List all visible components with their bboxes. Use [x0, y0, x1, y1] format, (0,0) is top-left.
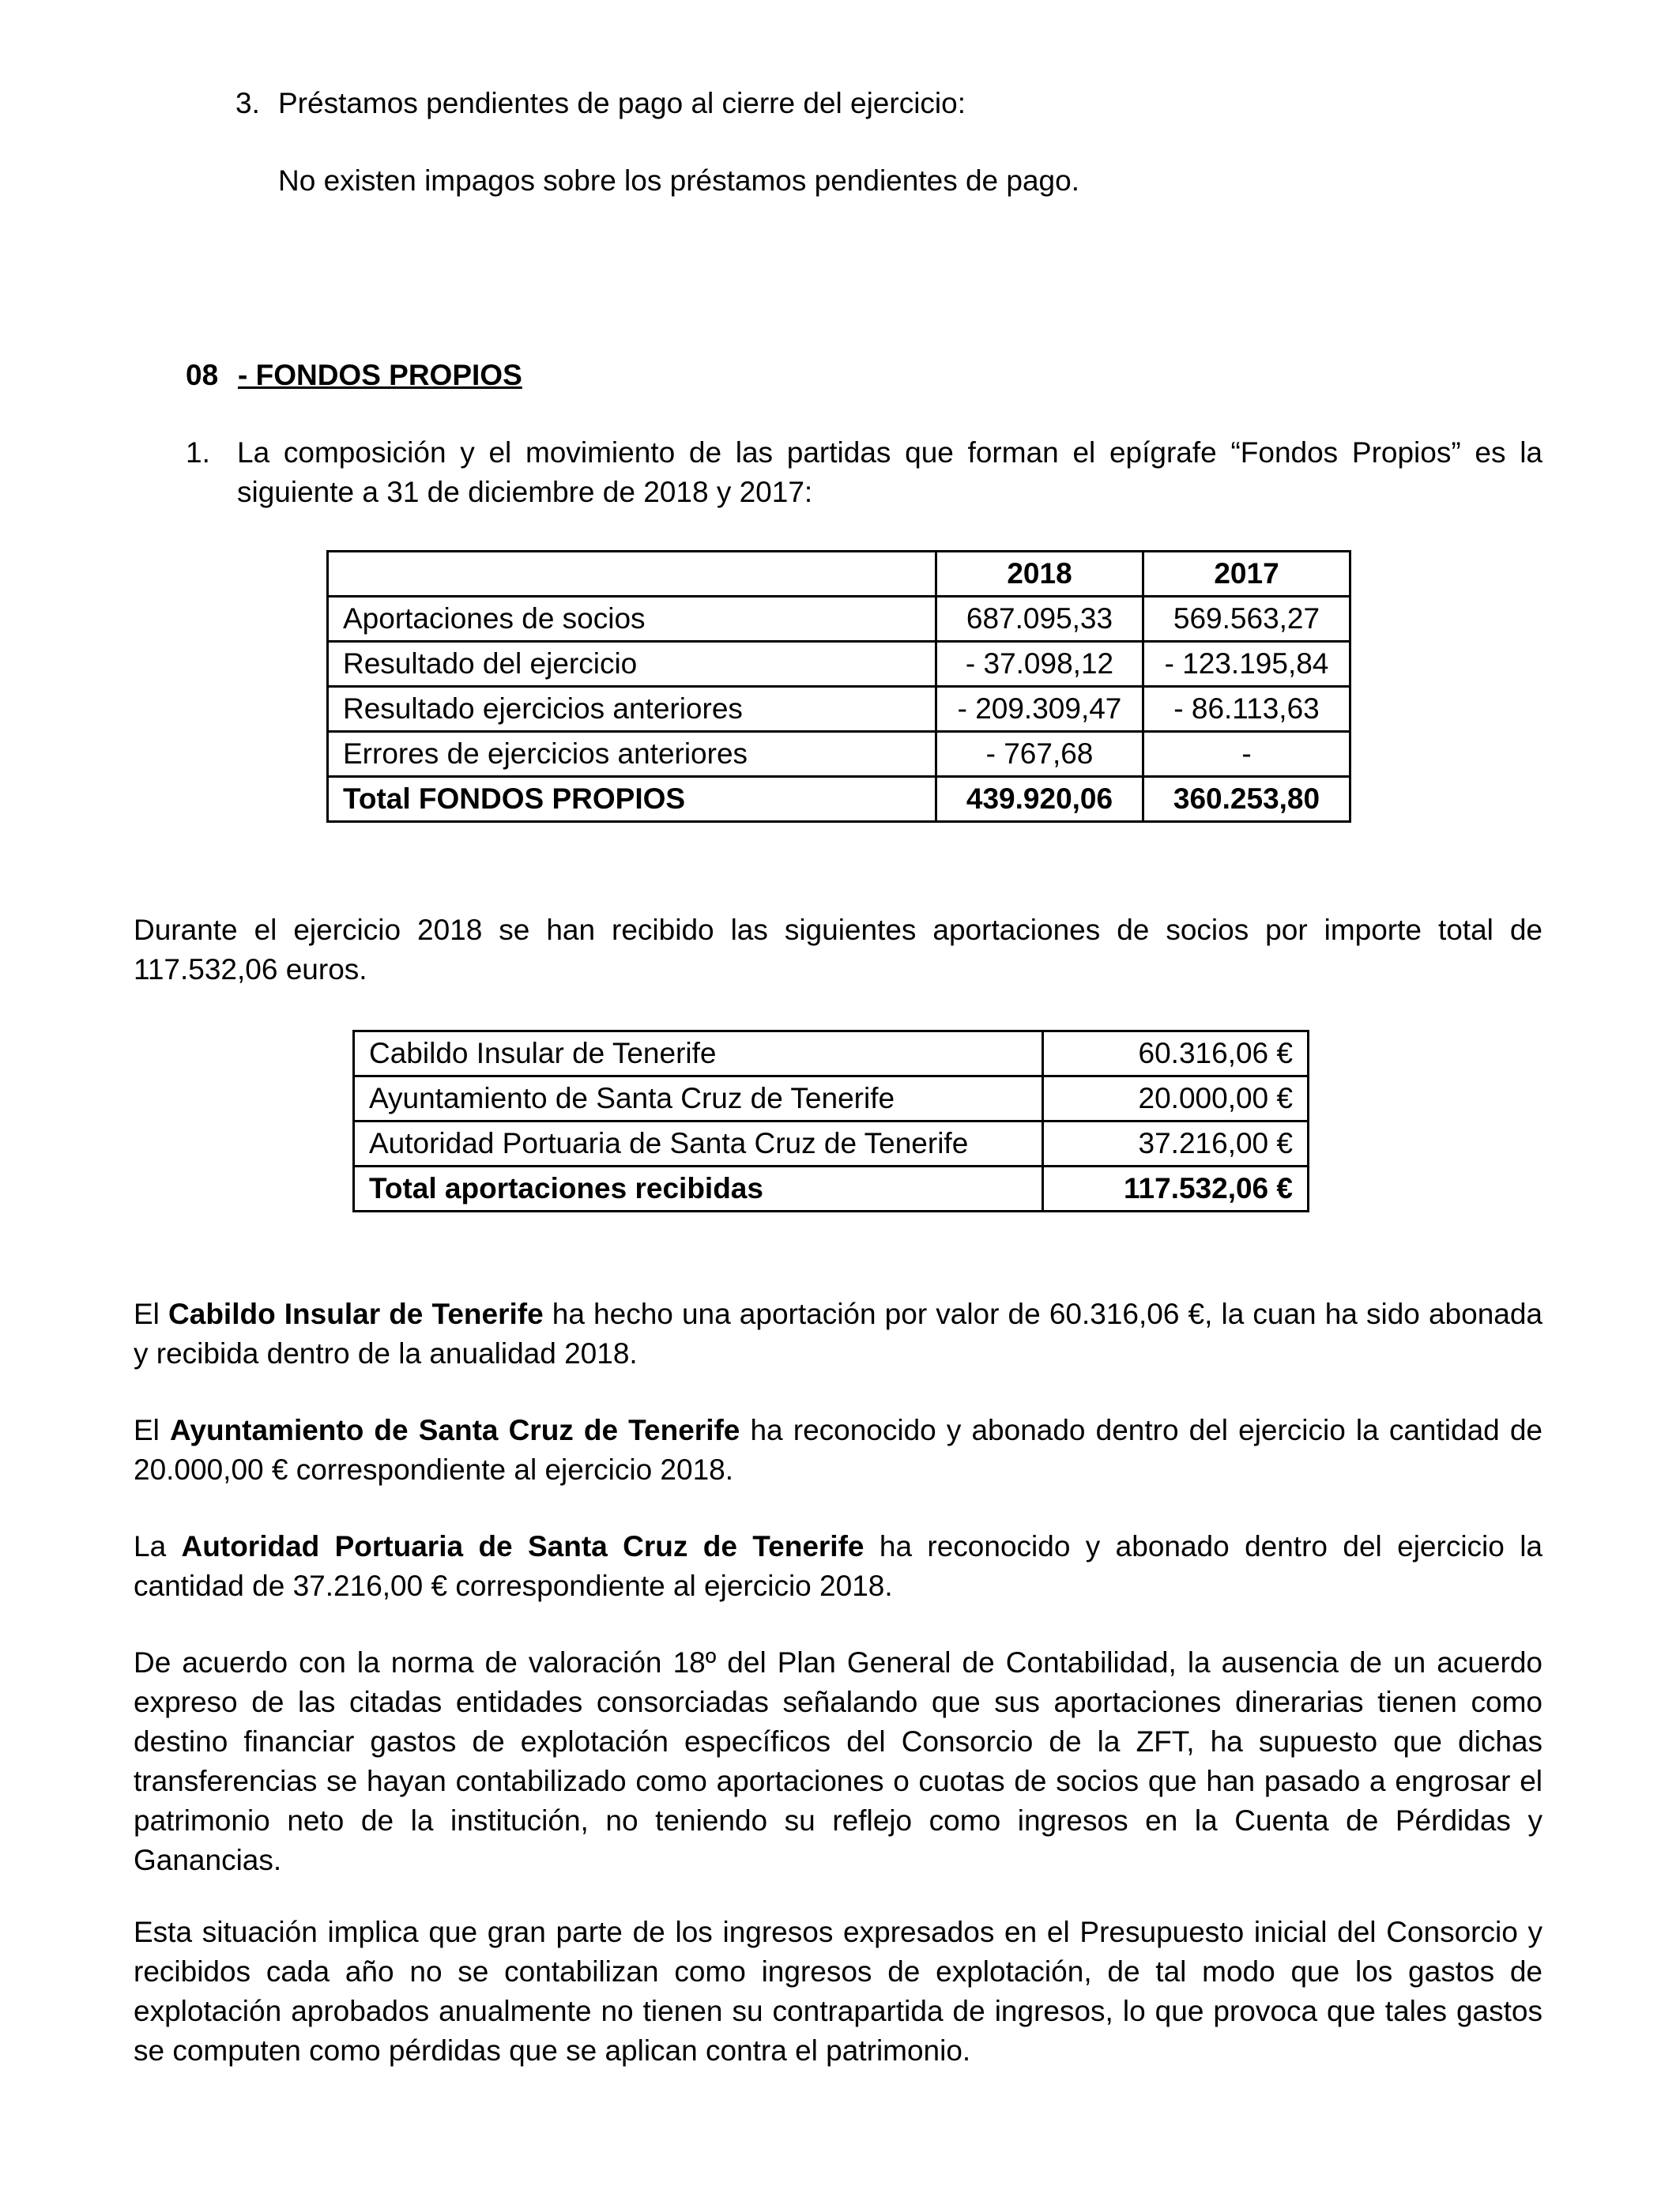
paragraph-norma: De acuerdo con la norma de valoración 18º del Plan General de Contabilidad, la ausencia de un acuerdo expreso de las citadas entidades consorciadas señalando que sus aportaciones dinerarias tienen como destino financiar gastos de explotación específicos del Consorcio de la ZFT, ha supuesto que dichas transferencias se hayan contabilizado como aportaciones o cuotas de socios que han pasado a engrosar el patrimonio neto de la institución, no teniendo su reflejo como ingresos en la Cuenta de Pérdidas y Ganancias. [134, 1646, 1543, 1876]
row-value-2017: - 123.195,84 [1143, 642, 1350, 687]
total-label: Total aportaciones recibidas [354, 1167, 1043, 1212]
paragraph-situacion: Esta situación implica que gran parte de los ingresos expresados en el Presupuesto inicial del Consorcio y recibidos cada año no se contabilizan como ingresos de explotación, de tal modo que los gastos de explotación aprobados anualmente no tienen su contrapartida de ingresos, lo que provoca que tales gastos se computen como pérdidas que se aplican contra el patrimonio. [134, 1916, 1543, 2067]
paragraph-cabildo-post: ha hecho una aportación por valor de 60.316,06 €, la cuan ha sido abonada y recibida dentro de la anualidad 2018. [134, 1298, 1543, 1370]
paragraph-autoridad-pre: La [134, 1530, 182, 1563]
header-cell-2017: 2017 [1143, 552, 1350, 597]
row-value-2017: - 86.113,63 [1143, 687, 1350, 732]
section-3-heading: Préstamos pendientes de pago al cierre del ejercicio: [278, 87, 966, 119]
row-label: Resultado del ejercicio [328, 642, 936, 687]
table-header-row [328, 552, 1350, 597]
row-label: Errores de ejercicios anteriores [328, 732, 936, 777]
table-row [328, 687, 1350, 732]
table-total-row [328, 777, 1350, 822]
total-value-2018: 439.920,06 [936, 777, 1143, 822]
table-total-row [354, 1167, 1309, 1212]
section-3-text: No existen impagos sobre los préstamos pendientes de pago. [278, 164, 1079, 197]
table-row [328, 732, 1350, 777]
aportaciones-intro: Durante el ejercicio 2018 se han recibido las siguientes aportaciones de socios por importe total de 117.532,06 euros. [134, 914, 1543, 986]
contributor-amount: 20.000,00 € [1043, 1076, 1309, 1122]
row-value-2018: - 767,68 [936, 732, 1143, 777]
contributor-amount: 60.316,06 € [1043, 1031, 1309, 1076]
row-value-2017: 569.563,27 [1143, 597, 1350, 642]
fondos-propios-table [326, 550, 1351, 823]
paragraph-autoridad-entity: Autoridad Portuaria de Santa Cruz de Tenerife [181, 1530, 864, 1563]
row-label: Aportaciones de socios [328, 597, 936, 642]
table-row [354, 1031, 1309, 1076]
header-cell-2018: 2018 [936, 552, 1143, 597]
total-value-2017: 360.253,80 [1143, 777, 1350, 822]
paragraph-ayuntamiento-pre: El [134, 1414, 171, 1446]
header-cell [328, 552, 936, 597]
total-amount: 117.532,06 € [1043, 1167, 1309, 1212]
table-row [354, 1122, 1309, 1167]
paragraph-ayuntamiento [134, 1411, 1543, 1490]
row-value-2018: - 209.309,47 [936, 687, 1143, 732]
row-value-2018: 687.095,33 [936, 597, 1143, 642]
section-3-number: 3. [235, 87, 260, 119]
contributor-amount: 37.216,00 € [1043, 1122, 1309, 1167]
paragraph-autoridad [134, 1527, 1543, 1606]
row-label: Resultado ejercicios anteriores [328, 687, 936, 732]
paragraph-ayuntamiento-entity: Ayuntamiento de Santa Cruz de Tenerife [170, 1414, 740, 1446]
paragraph-autoridad-post: ha reconocido y abonado dentro del ejercicio la cantidad de 37.216,00 € correspondiente al ejercicio 2018. [134, 1530, 1543, 1602]
table-row [328, 642, 1350, 687]
contributor-label: Autoridad Portuaria de Santa Cruz de Tenerife [354, 1122, 1043, 1167]
paragraph-cabildo-pre: El [134, 1298, 169, 1330]
item-1-number: 1. [186, 436, 210, 469]
table-row [328, 597, 1350, 642]
section-08-number: 08 [186, 359, 219, 391]
paragraph-ayuntamiento-post: ha reconocido y abonado dentro del ejercicio la cantidad de 20.000,00 € correspondiente al ejercicio 2018. [134, 1414, 1543, 1486]
section-08-title: - FONDOS PROPIOS [238, 359, 522, 391]
aportaciones-table [352, 1030, 1309, 1212]
paragraph-cabildo-entity: Cabildo Insular de Tenerife [168, 1298, 544, 1330]
table-row [354, 1076, 1309, 1122]
contributor-label: Ayuntamiento de Santa Cruz de Tenerife [354, 1076, 1043, 1122]
row-value-2017: - [1143, 732, 1350, 777]
contributor-label: Cabildo Insular de Tenerife [354, 1031, 1043, 1076]
item-1-text: La composición y el movimiento de las partidas que forman el epígrafe “Fondos Propios” es la siguiente a 31 de diciembre de 2018 y 2017: [237, 436, 1543, 508]
paragraph-cabildo [134, 1295, 1543, 1374]
total-label: Total FONDOS PROPIOS [328, 777, 936, 822]
row-value-2018: - 37.098,12 [936, 642, 1143, 687]
